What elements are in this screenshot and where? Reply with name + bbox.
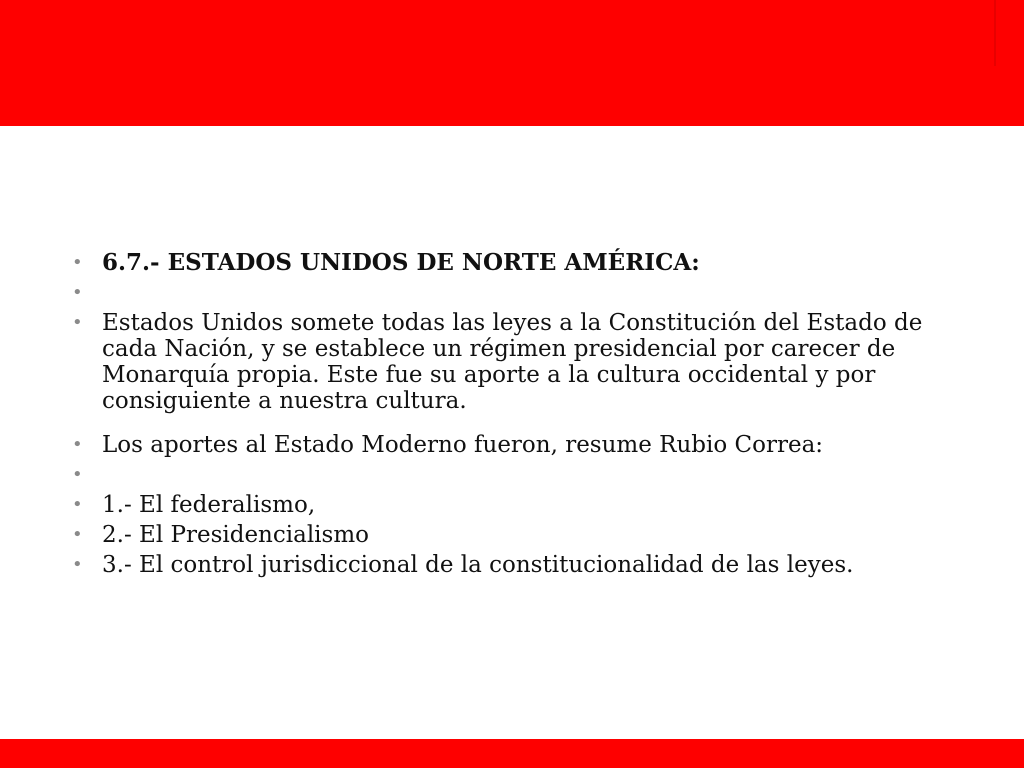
item-text: Los aportes al Estado Moderno fueron, resume Rubio Correa:	[102, 432, 824, 458]
bullet-list	[72, 250, 972, 578]
bullet-icon: •	[72, 252, 83, 273]
list-item	[72, 280, 972, 306]
list-item	[72, 250, 972, 276]
list-item	[72, 552, 972, 578]
slide-content	[72, 250, 972, 582]
item-text: 2.- El Presidencialismo	[102, 522, 369, 548]
bullet-icon: •	[72, 464, 83, 485]
paragraph-text: Estados Unidos somete todas las leyes a la Constitución del Estado de cada Nación, y se establece un régimen presidencial por carecer de Monarquía propia. Este fue su aporte a la cultura occidental y por consiguiente a nuestra cultura.	[102, 310, 923, 414]
item-text: 3.- El control jurisdiccional de la constitucionalidad de las leyes.	[102, 552, 854, 578]
bottom-red-band	[0, 739, 1024, 768]
list-item	[72, 522, 972, 548]
item-text: 1.- El federalismo,	[102, 492, 316, 518]
section-heading: 6.7.- ESTADOS UNIDOS DE NORTE AMÉRICA:	[102, 249, 700, 276]
bullet-icon: •	[72, 282, 83, 303]
list-item	[72, 310, 972, 414]
list-item	[72, 462, 972, 488]
bullet-icon: •	[72, 434, 83, 455]
list-item	[72, 492, 972, 518]
bullet-icon: •	[72, 554, 83, 575]
bullet-icon: •	[72, 524, 83, 545]
bullet-icon: •	[72, 494, 83, 515]
top-band-divider	[994, 0, 996, 66]
top-red-band	[0, 0, 1024, 126]
bullet-icon: •	[72, 312, 83, 333]
list-item	[72, 432, 972, 458]
